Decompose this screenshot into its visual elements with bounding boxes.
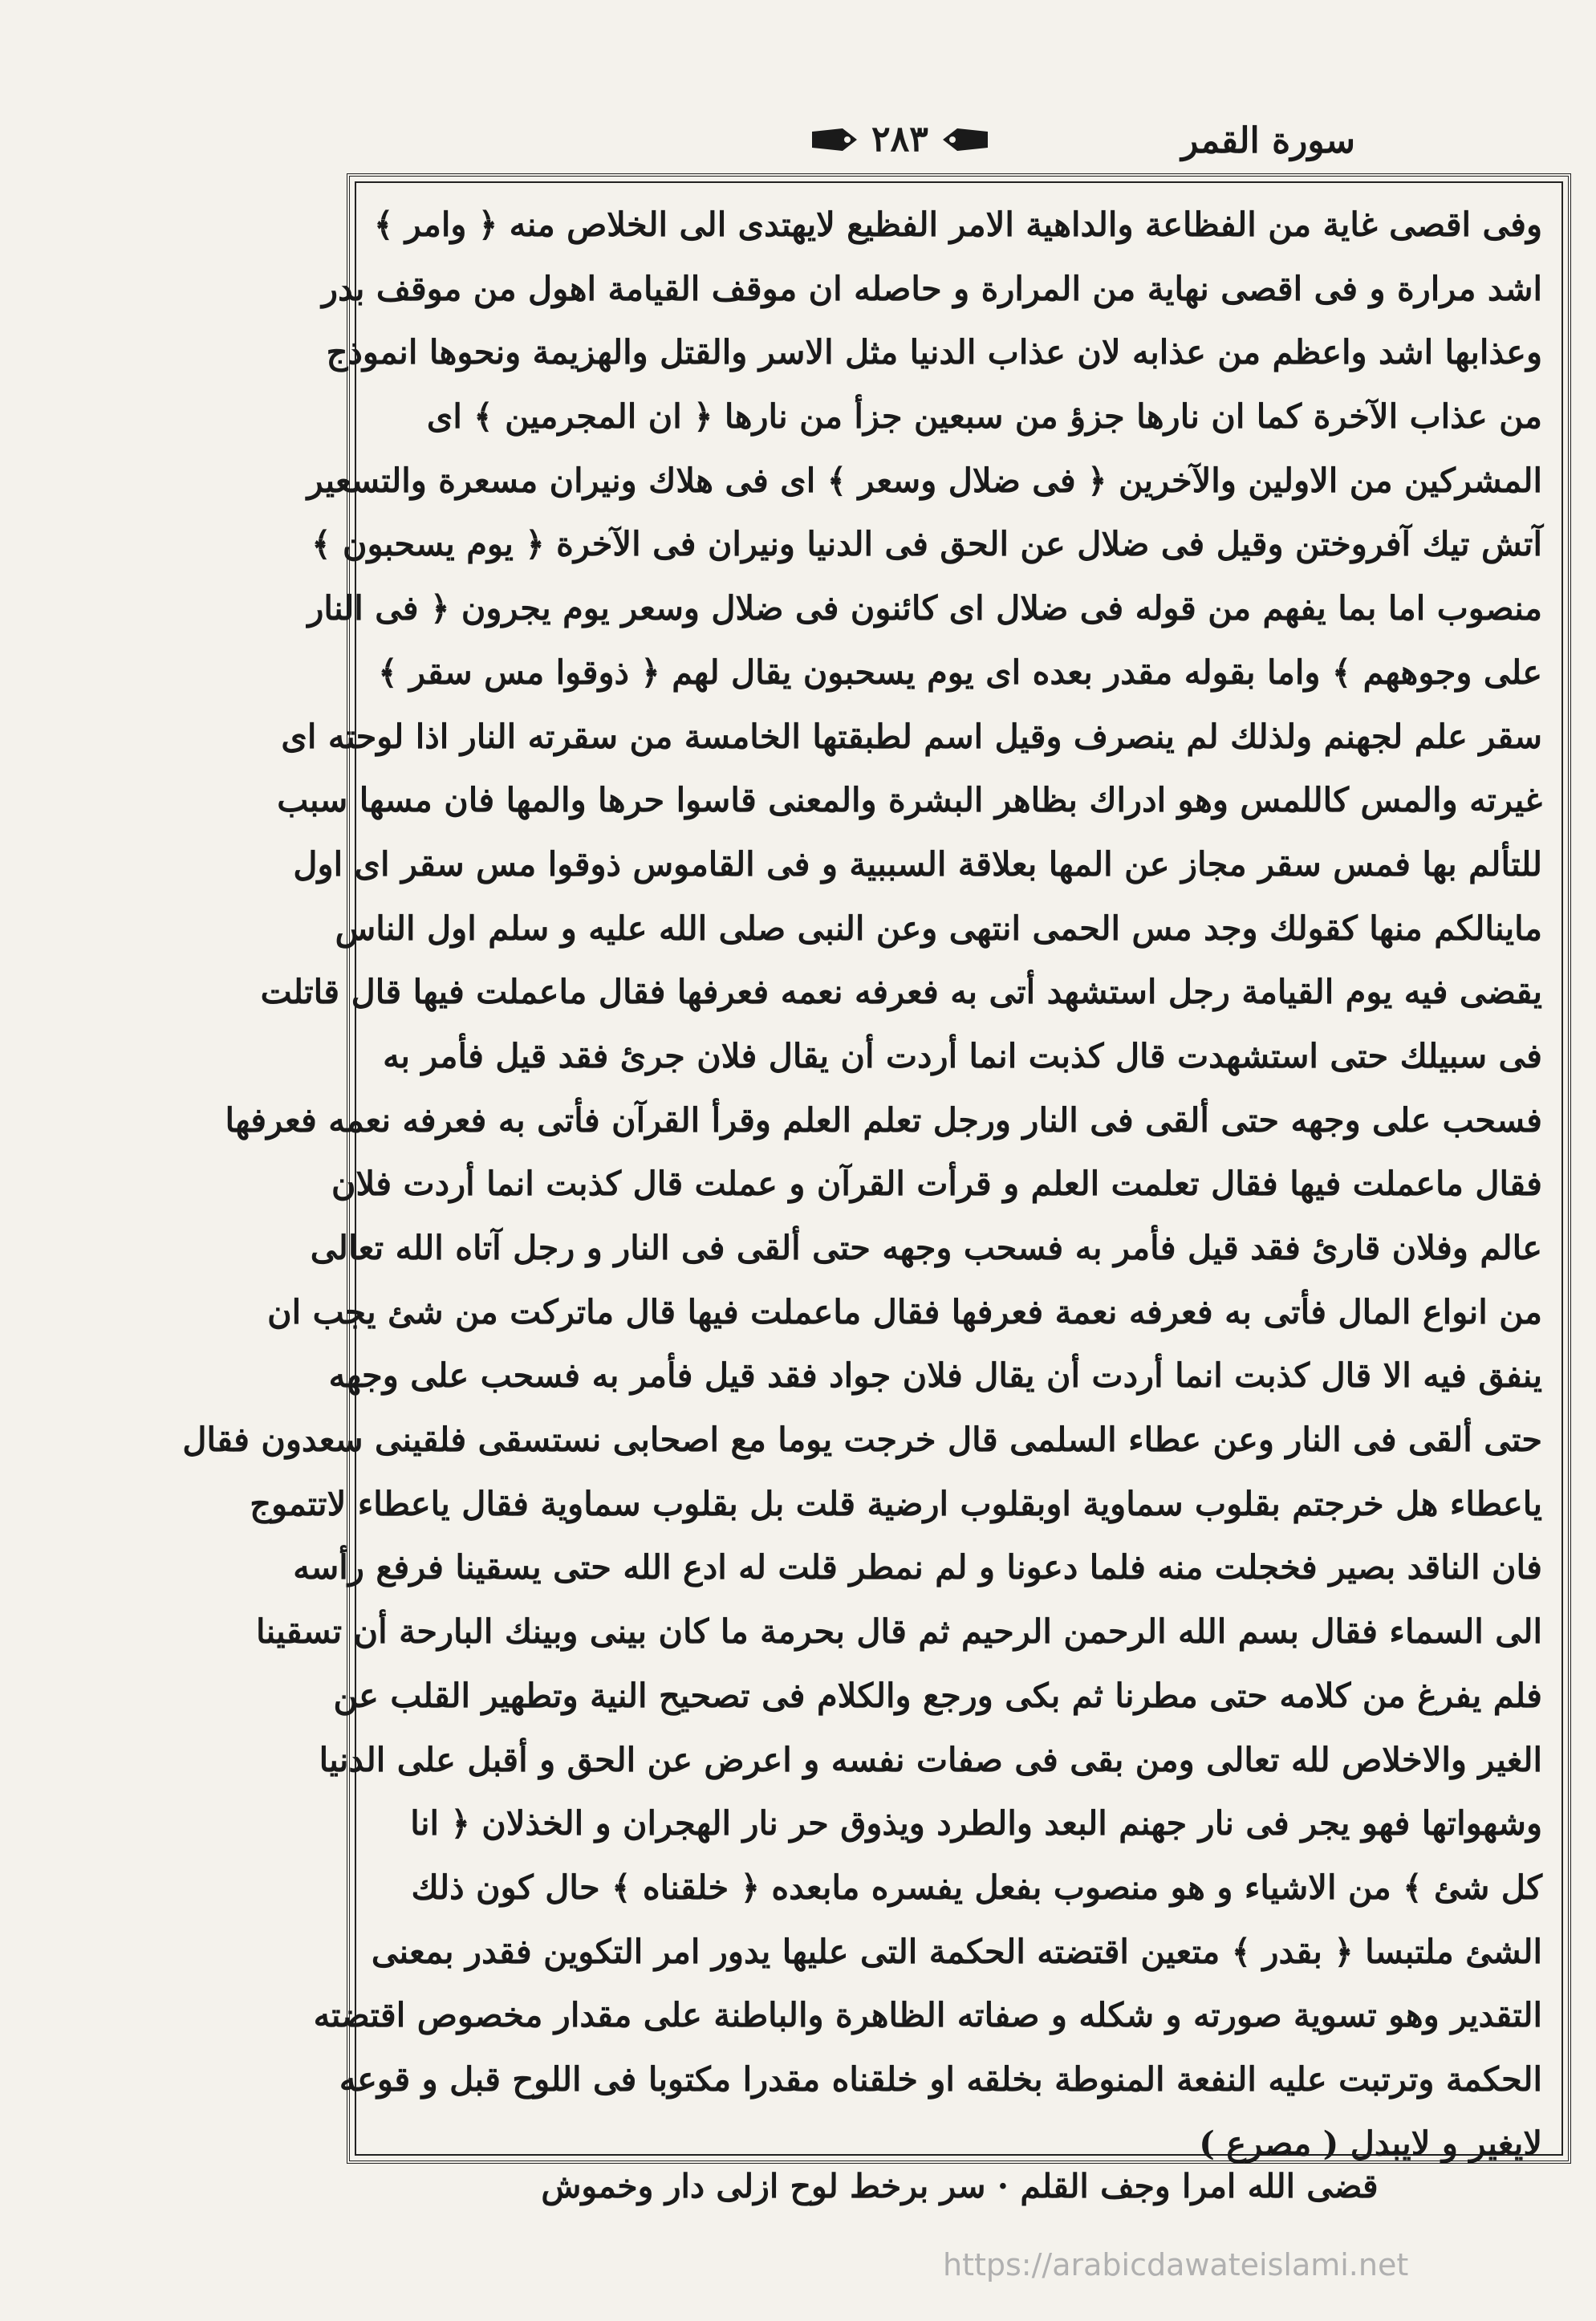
text-line: المشركين من الاولين والآخرين ﴿ فى ضلال وسعر ﴾ اى فى هلاك ونيران مسعرة والتسعير [307,460,1542,500]
ornament-right-icon [941,125,989,154]
text-line: يقضى فيه يوم القيامة رجل استشهد أتى به فعرفه نعمه فعرفها فقال ماعملت فيها قال قاتلت [260,972,1542,1012]
text-line: فلم يفرغ من كلامه حتى مطرنا ثم بكى ورجع والكلام فى تصحيح النية وتطهير القلب عن [333,1675,1542,1715]
text-line: الحكمة وترتبت عليه النفعة المنوطة بخلقه او خلقناه مقدرا مكتوبا فى اللوح قبل و قوعه [339,2059,1542,2099]
text-line: الغير والاخلاص لله تعالى ومن بقى فى صفات نفسه و اعرض عن الحق و أقبل على الدنيا [319,1739,1542,1779]
text-line: من انواع المال فأتى به فعرفه نعمة فعرفها فقال ماعملت فيها قال ماتركت من شئ يجب ان [267,1291,1542,1331]
text-line: من عذاب الآخرة كما ان نارها جزؤ من سبعين جزأ من نارها ﴿ ان المجرمين ﴾ اى [426,396,1542,437]
text-line: للتألم بها فمس سقر مجاز عن المها بعلاقة السببية و فى القاموس ذوقوا مس سقر اى اول [293,843,1542,884]
text-line: آتش تيك آفروختن وقيل فى ضلال عن الحق فى الدنيا ونيران فى الآخرة ﴿ يوم يسحبون ﴾ [311,524,1542,564]
text-line: ياعطاء هل خرجتم بقلوب سماوية اوبقلوب ارضية قلت بل بقلوب سماوية فقال ياعطاء لاتتموج [250,1483,1542,1523]
page-header [0,0,1596,161]
surah-title: سورة القمر [1181,120,1355,161]
ornament-left-icon [810,125,859,154]
text-line: حتى ألقى فى النار وعن عطاء السلمى قال خرجت يوما مع اصحابى نستسقى فلقينى سعدون فقال [182,1420,1542,1460]
commentary-body [182,193,1542,2175]
verse-line: قضى الله امرا وجف القلم · سر برخط لوح ازلى دار وخموش [541,2167,1379,2205]
text-line: فسحب على وجهه حتى ألقى فى النار ورجل تعلم العلم وقرأ القرآن فأتى به فعرفه نعمه فعرفها [225,1100,1542,1140]
text-line: سقر علم لجهنم ولذلك لم ينصرف وقيل اسم لطبقتها الخامسة من سقرته النار اذا لوحته اى [281,716,1542,756]
text-line: على وجوههم ﴾ واما بقوله مقدر بعده اى يوم يسحبون يقال لهم ﴿ ذوقوا مس سقر ﴾ [378,652,1542,692]
text-line: فقال ماعملت فيها فقال تعلمت العلم و قرأت القرآن و عملت قال كذبت انما أردت فلان [331,1164,1542,1204]
text-line: اشد مرارة و فى اقصى نهاية من المرارة و حاصله ان موقف القيامة اهول من موقف بدر [322,268,1542,308]
text-line: فى سبيلك حتى استشهدت قال كذبت انما أردت أن يقال فلان جرئ فقد قيل فأمر به [383,1035,1542,1075]
watermark: https://arabicdawateislami.net [943,2247,1409,2282]
text-line: ماينالكم منها كقولك وجد مس الحمى انتهى وعن النبى صلى الله عليه و سلم اول الناس [335,908,1542,948]
text-line: التقدير وهو تسوية صورته و شكله و صفاته الظاهرة والباطنة على مقدار مخصوص اقتضته [313,1995,1542,2035]
text-line: الى السماء فقال بسم الله الرحمن الرحيم ثم قال بحرمة ما كان بينى وبينك البارحة أن تسقينا [255,1612,1542,1652]
text-line: لايغير و لايبدل ( مصرع ) [1199,2123,1542,2163]
text-line: غيرته والمس كاللمس وهو ادراك بظاهر البشرة والمعنى قاسوا حرها والمها فان مسها سبب [277,780,1542,820]
page-number-group [810,119,989,160]
text-line: عالم وفلان قارئ فقد قيل فأمر به فسحب وجهه حتى ألقى فى النار و رجل آتاه الله تعالى [310,1228,1542,1267]
text-line: وعذابها اشد واعظم من عذابه لان عذاب الدنيا مثل الاسر والقتل والهزيمة ونحوها انموذج [326,332,1542,372]
text-line: كل شئ ﴾ من الاشياء و هو منصوب بفعل يفسره مابعده ﴿ خلقناه ﴾ حال كون ذلك [411,1867,1542,1907]
text-line: منصوب اما بما يفهم من قوله فى ضلال اى كائنون فى ضلال وسعر يوم يجرون ﴿ فى النار [307,588,1542,628]
text-line: وشهواتها فهو يجر فى نار جهنم البعد والطرد ويذوق حر نار الهجران و الخذلان ﴿ انا [410,1803,1542,1843]
page-number: ٢٨٣ [871,119,928,160]
text-line: فان الناقد بصير فخجلت منه فلما دعونا و لم نمطر قلت له ادع الله حتى يسقينا فرفع رأسه [293,1547,1542,1587]
text-line: ينفق فيه الا قال كذبت انما أردت أن يقال فلان جواد فقد قيل فأمر به فسحب على وجهه [328,1356,1542,1396]
text-line: وفى اقصى غاية من الفظاعة والداهية الامر الفظيع لايهتدى الى الخلاص منه ﴿ وامر ﴾ [374,205,1542,244]
text-line: الشئ ملتبسا ﴿ بقدر ﴾ متعين اقتضته الحكمة التى عليها يدور امر التكوين فقدر بمعنى [371,1931,1542,1971]
